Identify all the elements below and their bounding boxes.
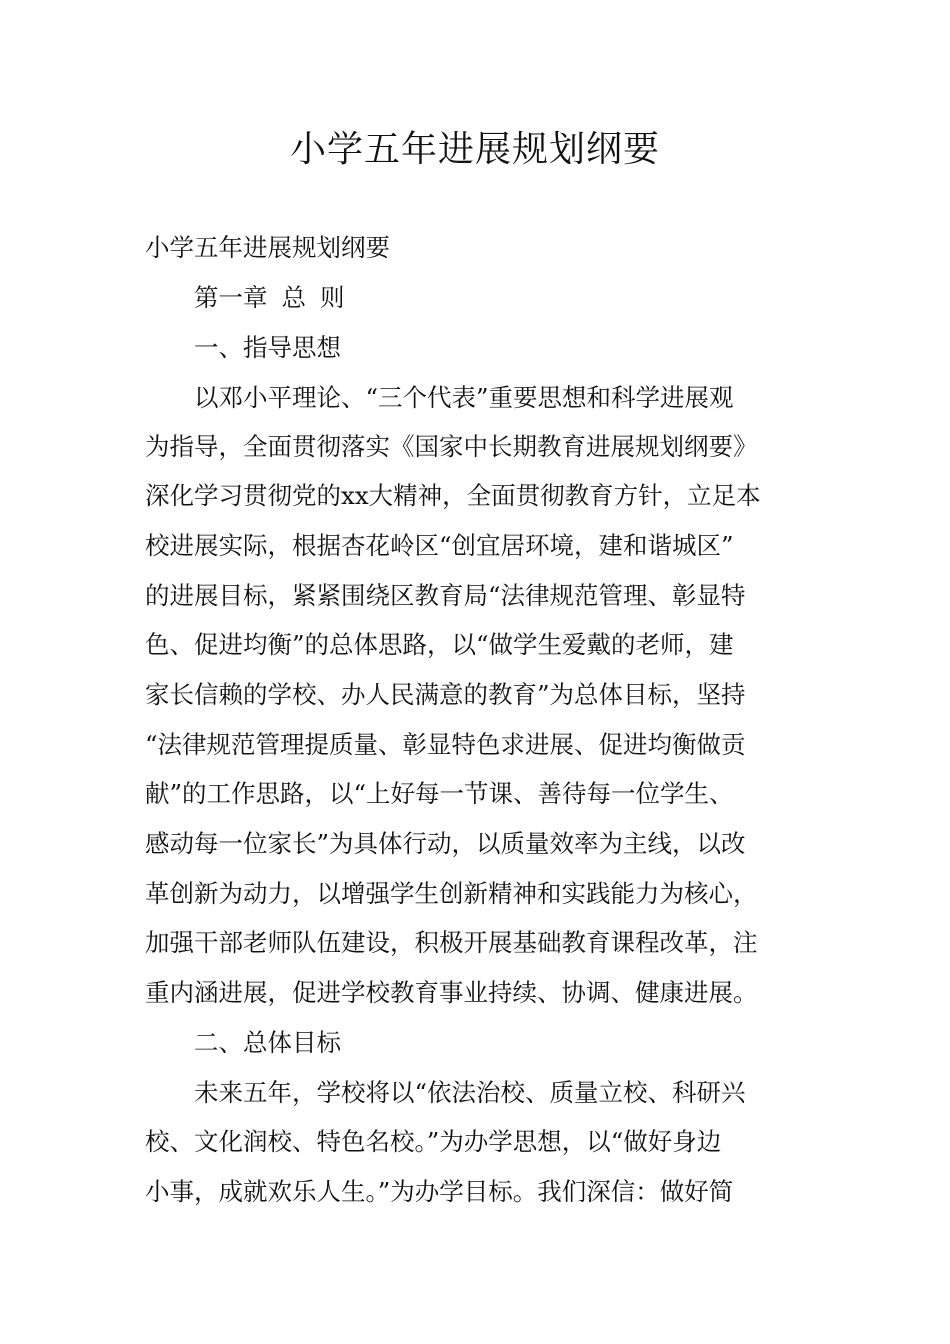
document-subtitle: 小学五年进展规划纲要 xyxy=(145,233,390,262)
paragraph-line: 以邓小平理论、“三个代表”重要思想和科学进展观 xyxy=(194,383,734,412)
chapter-number: 第一章 xyxy=(194,283,268,312)
paragraph-line: 加强干部老师队伍建设，积极开展基础教育课程改革，注 xyxy=(145,928,758,957)
paragraph-line: 的进展目标，紧紧围绕区教育局“法律规范管理、彰显特 xyxy=(145,581,746,610)
paragraph-line: 重内涵进展，促进学校教育事业持续、协调、健康进展。 xyxy=(145,978,758,1007)
section-heading-overall-goal: 二、总体目标 xyxy=(194,1028,341,1057)
paragraph-line: 献”的工作思路，以“上好每一节课、善待每一位学生、 xyxy=(145,779,734,808)
chapter-heading xyxy=(194,280,859,316)
paragraph-line: 为指导，全面贯彻落实《国家中长期教育进展规划纲要》 xyxy=(145,432,758,461)
chapter-title-char-1: 总 xyxy=(281,283,306,312)
paragraph-line: 感动每一位家长”为具体行动，以质量效率为主线，以改 xyxy=(145,829,746,858)
paragraph-line: 家长信赖的学校、办人民满意的教育”为总体目标，坚持 xyxy=(145,680,746,709)
paragraph-line: “法律规范管理提质量、彰显特色求进展、促进均衡做贡 xyxy=(145,730,746,759)
paragraph-line: 校进展实际，根据杏花岭区“创宜居环境，建和谐城区” xyxy=(145,531,734,560)
document-title: 小学五年进展规划纲要 xyxy=(289,129,660,170)
section-heading-guiding-thought: 一、指导思想 xyxy=(194,333,341,362)
paragraph-line: 革创新为动力，以增强学生创新精神和实践能力为核心， xyxy=(145,879,758,908)
chapter-title-char-2: 则 xyxy=(320,283,345,312)
paragraph-line: 色、促进均衡”的总体思路，以“做学生爱戴的老师，建 xyxy=(145,630,734,659)
paragraph-line: 小事，成就欢乐人生。”为办学目标。我们深信：做好简 xyxy=(145,1177,734,1206)
paragraph-line: 校、文化润校、特色名校。”为办学思想，以“做好身边 xyxy=(145,1127,722,1156)
paragraph-line: 深化学习贯彻党的xx大精神，全面贯彻教育方针，立足本 xyxy=(145,481,761,510)
paragraph-line: 未来五年，学校将以“依法治校、质量立校、科研兴 xyxy=(194,1078,746,1107)
